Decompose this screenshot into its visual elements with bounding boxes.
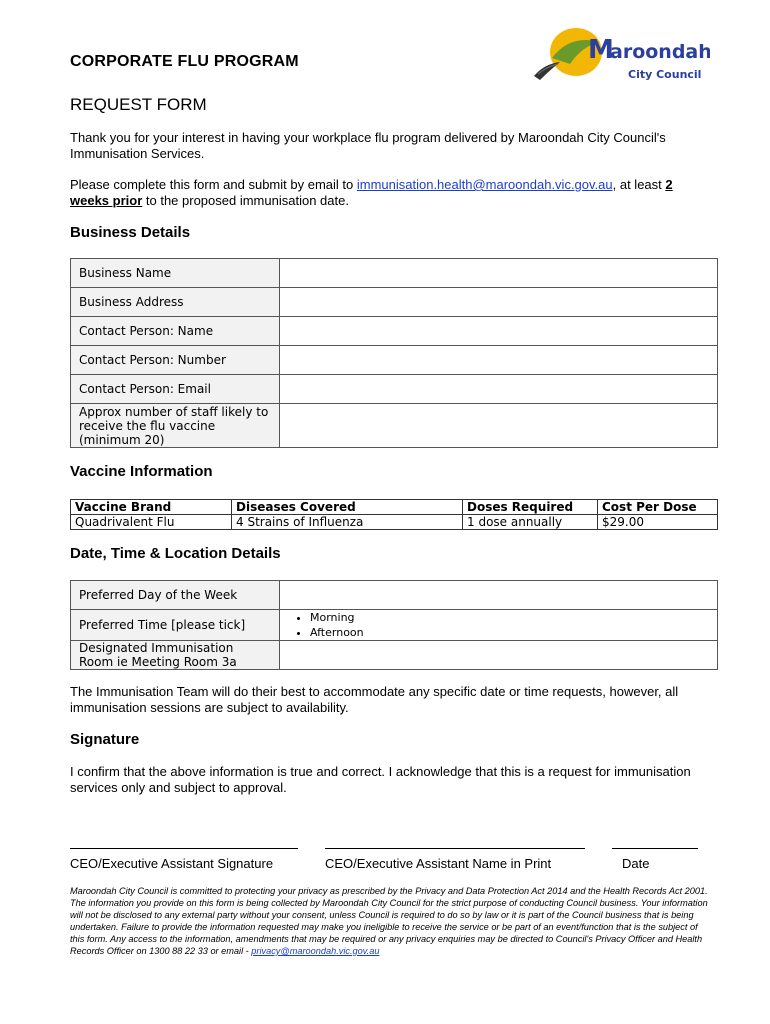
contact-email-field[interactable] [280, 375, 718, 404]
business-name-label: Business Name [71, 259, 280, 288]
vaccine-brand-value: Quadrivalent Flu [71, 515, 232, 530]
doses-required-header: Doses Required [463, 500, 598, 515]
vaccine-information-heading: Vaccine Information [70, 463, 213, 480]
room-label: Designated Immunisation Room ie Meeting Room 3a [71, 641, 280, 670]
immunisation-email-link[interactable]: immunisation.health@maroondah.vic.gov.au [356, 177, 613, 192]
cost-per-dose-value: $29.00 [598, 515, 718, 530]
time-options-list [288, 610, 709, 640]
name-print-line[interactable] [325, 848, 585, 849]
contact-number-field[interactable] [280, 346, 718, 375]
contact-name-field[interactable] [280, 317, 718, 346]
maroondah-logo [530, 24, 710, 88]
page-title: CORPORATE FLU PROGRAM [70, 53, 299, 70]
confirmation-text: I confirm that the above information is true and correct. I acknowledge that this is a request for immunisation services only and subject to approval. [70, 764, 691, 795]
date-line[interactable] [612, 848, 698, 849]
page-subtitle: REQUEST FORM [70, 95, 207, 114]
doses-required-value: 1 dose annually [463, 515, 598, 530]
business-details-table [70, 258, 718, 448]
availability-note: The Immunisation Team will do their best to accommodate any specific date or time requests, however, all immunisation sessions are subject to availability. [70, 684, 679, 715]
vaccine-brand-header: Vaccine Brand [71, 500, 232, 515]
svg-text:M: M [588, 35, 614, 65]
time-option-afternoon[interactable]: • Afternoon [310, 625, 709, 640]
submit-instructions: Please complete this form and submit by email to immunisation.health@maroondah.vic.gov.au, at least 2 weeks prior to the proposed immunisation date. [70, 177, 673, 208]
intro-text: Thank you for your interest in having your workplace flu program delivered by Maroondah City Council's Immunisation Services. [70, 130, 666, 161]
preferred-day-field[interactable] [280, 581, 718, 610]
date-time-location-table [70, 580, 718, 670]
preferred-day-label: Preferred Day of the Week [71, 581, 280, 610]
time-option-morning[interactable]: • Morning [310, 610, 709, 625]
deadline-text: 2 weeks prior [70, 177, 673, 208]
contact-email-label: Contact Person: Email [71, 375, 280, 404]
privacy-statement: Maroondah City Council is committed to protecting your privacy as prescribed by the Privacy and Data Protection Act 2014 and the Health Records Act 2001. The information you provide on this form is being collected by Maroondah City Council for the strict purpose of conducting Council business. Your information will not be disclosed to any external party without your consent, unless Council is required to do so by law or it is part of the Council business that is being undertaken. Failure to provide the information requested may make you ineligible to receive the service or be part of an event/function that is the subject of this form. Any access to the information, amendments that may be required or any privacy enquiries may be directed to Council's Privacy Officer and Health Records Officer on 1300 88 22 33 or email - privacy@maroondah.vic.gov.au [70, 886, 708, 956]
contact-number-label: Contact Person: Number [71, 346, 280, 375]
signature-heading: Signature [70, 731, 140, 748]
staff-count-label: Approx number of staff likely to receive the flu vaccine (minimum 20) [71, 404, 280, 448]
business-details-heading: Business Details [70, 224, 191, 241]
room-field[interactable] [280, 641, 718, 670]
cost-per-dose-header: Cost Per Dose [598, 500, 718, 515]
signature-line[interactable] [70, 848, 298, 849]
business-address-field[interactable] [280, 288, 718, 317]
diseases-covered-value: 4 Strains of Influenza [232, 515, 463, 530]
preferred-time-field[interactable] [280, 610, 718, 641]
contact-name-label: Contact Person: Name [71, 317, 280, 346]
name-print-label: CEO/Executive Assistant Name in Print [325, 856, 552, 871]
maroondah-logo-icon [530, 24, 710, 88]
business-name-field[interactable] [280, 259, 718, 288]
date-time-location-heading: Date, Time & Location Details [70, 545, 281, 562]
signature-label: CEO/Executive Assistant Signature [70, 856, 274, 871]
staff-count-field[interactable] [280, 404, 718, 448]
vaccine-table [70, 499, 718, 530]
business-address-label: Business Address [71, 288, 280, 317]
svg-text:City Council: City Council [628, 68, 702, 81]
svg-text:aroondah: aroondah [610, 41, 710, 63]
diseases-covered-header: Diseases Covered [232, 500, 463, 515]
date-label: Date [622, 856, 650, 871]
privacy-email-link[interactable]: privacy@maroondah.vic.gov.au [251, 946, 380, 956]
preferred-time-label: Preferred Time [please tick] [71, 610, 280, 641]
